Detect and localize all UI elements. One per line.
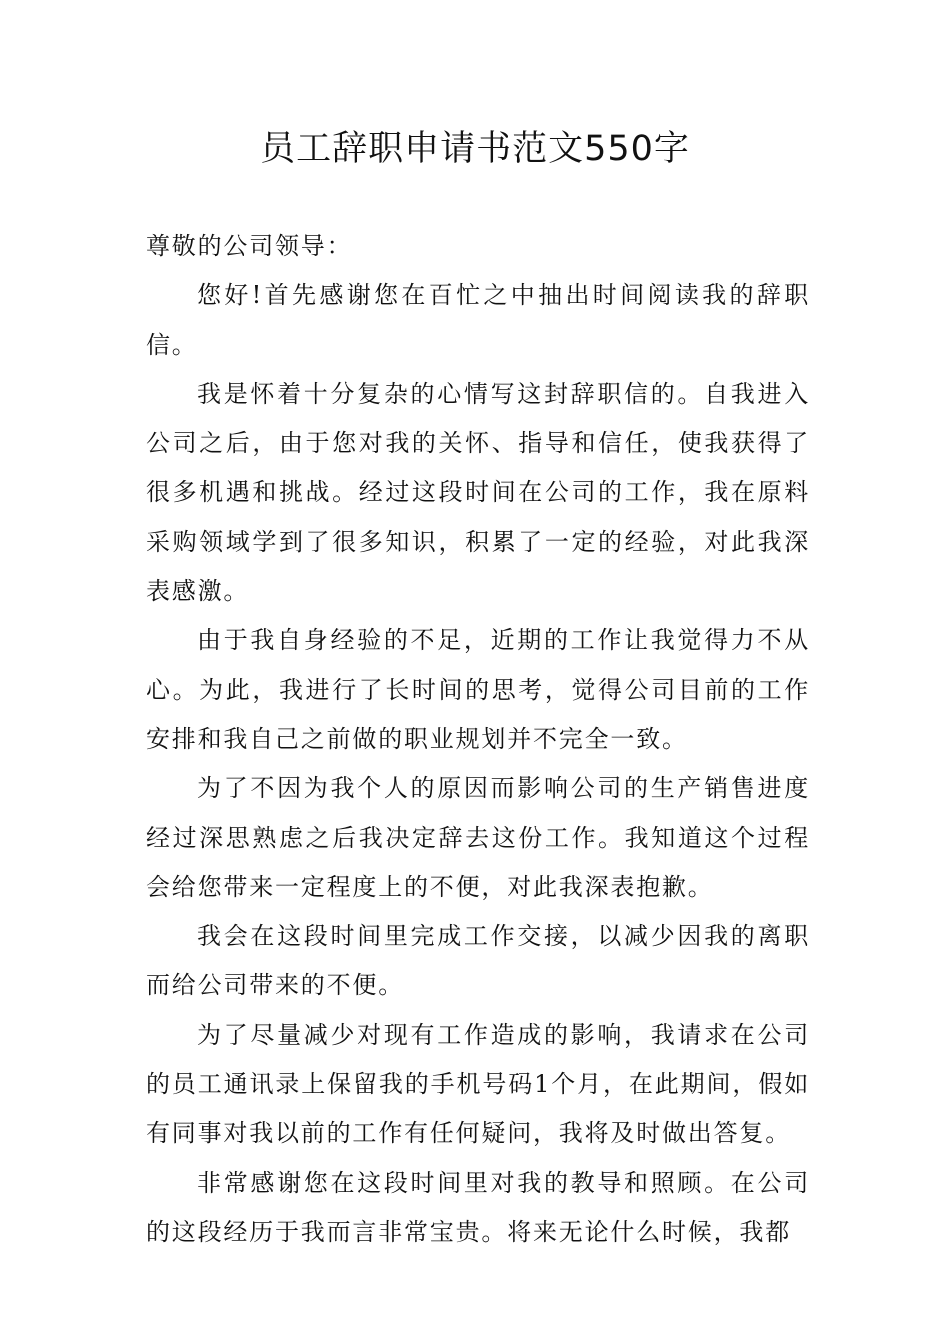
paragraph-decision: 为了不因为我个人的原因而影响公司的生产销售进度经过深思熟虑之后我决定辞去这份工作。我知道这个过程会给您带来一定程度上的不便，对此我深表抱歉。: [146, 774, 810, 901]
paragraph-handover: 我会在这段时间里完成工作交接，以减少因我的离职而给公司带来的不便。: [146, 922, 810, 1000]
paragraph-contact: 为了尽量减少对现有工作造成的影响，我请求在公司的员工通讯录上保留我的手机号码1个月，在此期间，假如有同事对我以前的工作有任何疑问，我将及时做出答复。: [146, 1020, 810, 1148]
paragraph-closing: 非常感谢您在这段时间里对我的教导和照顾。在公司的这段经历于我而言非常宝贵。将来无论什么时候，我都: [146, 1168, 810, 1246]
paragraph-greeting: 您好!首先感谢您在百忙之中抽出时间阅读我的辞职信。: [146, 281, 810, 359]
salutation: 尊敬的公司领导：: [146, 232, 353, 260]
paragraph-gratitude: 我是怀着十分复杂的心情写这封辞职信的。自我进入公司之后，由于您对我的关怀、指导和信任，使我获得了很多机遇和挑战。经过这段时间在公司的工作，我在原料采购领域学到了很多知识，积累了一定的经验，对此我深表感激。: [146, 379, 810, 606]
paragraph-reason: 由于我自身经验的不足，近期的工作让我觉得力不从心。为此，我进行了长时间的思考，觉得公司目前的工作安排和我自己之前做的职业规划并不完全一致。: [146, 626, 810, 753]
document-title: 员工辞职申请书范文550字: [260, 129, 690, 169]
document-body: [146, 222, 810, 1257]
